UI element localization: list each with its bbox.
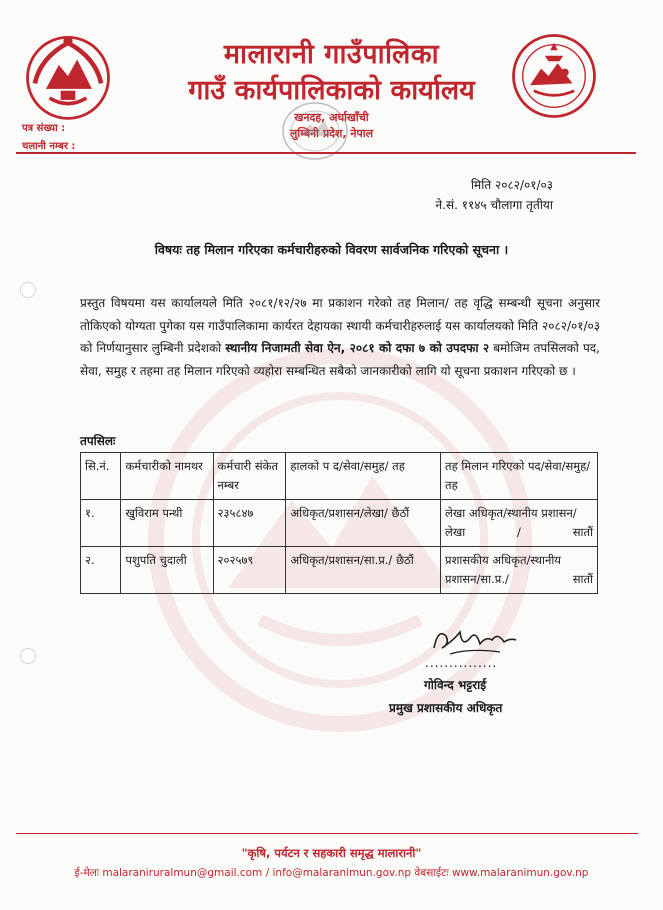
employee-table: [80, 452, 598, 594]
cell-current-post: अधिकृत/प्रशासन/लेखा/ छैठौं: [286, 500, 441, 547]
table-header-row: [81, 453, 598, 500]
date-bs: मिति २०८२/०१/०३: [470, 178, 553, 192]
footer-slogan: "कृषि, पर्यटन र सहकारी समृद्ध मालारानी": [241, 846, 422, 860]
header-serial: सि.नं.: [81, 453, 121, 500]
dispatch-number-label: चलानी नम्बर :: [22, 141, 76, 152]
body-part1: प्रस्तुत विषयमा यस कार्यालयले मिति २०८१/१२/२७ मा प्रकाशन गरेको तह मिलान/ तह वृद्धि सम्बन्धी सूचना अनुसार तोकिएको योग्यता पुगेका यस गाउँपालिकामा कार्यरत देहायका स्थायी कर्मचारीहरुलाई यस कार्यालयको मिति २०८२/०१/०३ को निर्णयानुसार लुम्बिनी प्रदेशको: [80, 296, 600, 355]
body-legal-reference: स्थानीय निजामती सेवा ऐन, २०८१ को दफा ७ को उपदफा २: [225, 341, 490, 355]
signatory-title: प्रमुख प्रशासकीय अधिकृत: [389, 701, 503, 715]
office-title-line1: मालारानी गाउँपालिका: [223, 39, 440, 70]
cell-current-post: अधिकृत/प्रशासन/सा.प्र./ छैठौं: [286, 547, 441, 594]
cell-serial: २.: [81, 547, 121, 594]
cell-name: खुविराम पन्थी: [121, 500, 213, 547]
header-code: कर्मचारी संकेत नम्बर: [213, 453, 286, 500]
punch-hole-top: [20, 282, 36, 298]
notice-body: [80, 292, 600, 382]
notice-subject: विषयः तह मिलान गरिएका कर्मचारीहरुको विवरण सार्वजनिक गरिएको सूचना ।: [154, 242, 509, 257]
cell-adjusted-post: लेखा अधिकृत/स्थानीय प्रशासन/ लेखा / सातौं: [441, 500, 598, 547]
table-row: [81, 500, 598, 547]
footer-contact: ई-मेलः malaraniruralmun@gmail.com / info@malaranimun.gov.np वेबसाईटः www.malaranimun.gov.np: [74, 867, 589, 879]
punch-hole-bottom: [20, 648, 36, 664]
header-name: कर्मचारीको नामथर: [121, 453, 213, 500]
footer-divider: [16, 833, 638, 834]
body-part2: बमोजिम तपसिलको पद, सेवा, समुह र तहमा तह मिलान गरिएको व्यहोरा सम्बन्धित सबैको जानकारीको लागि यो सूचना प्रकाशन गरिएको छ ।: [80, 341, 600, 378]
signatory-name: गोविन्द भट्टराई: [424, 678, 487, 692]
cell-code: २३५८४७: [213, 500, 286, 547]
signature-dots: ...............: [425, 656, 498, 670]
header-current-post: हालको प द/सेवा/समुह/ तह: [286, 453, 441, 500]
cell-serial: १.: [81, 500, 121, 547]
table-row: [81, 547, 598, 594]
office-address-line2: लुम्बिनी प्रदेश, नेपाल: [289, 127, 374, 140]
office-address-line1: खनदह, अर्घाखाँची: [294, 111, 369, 124]
header-divider: [16, 152, 636, 154]
cell-name: पशुपति चुदाली: [121, 547, 213, 594]
date-ns: ने.सं. ११४५ चौलागा तृतीया: [435, 198, 553, 212]
office-title-line2: गाउँ कार्यपालिकाको कार्यालय: [188, 75, 475, 106]
cell-code: २०२५७९: [213, 547, 286, 594]
cell-adjusted-post: प्रशासकीय अधिकृत/स्थानीय प्रशासन/सा.प्र./ सातौं: [441, 547, 598, 594]
header-adjusted-post: तह मिलान गरिएको पद/सेवा/समुह/तह: [441, 453, 598, 500]
reference-number-label: पत्र संख्या :: [22, 123, 66, 134]
details-label: तपसिलः: [80, 434, 116, 448]
